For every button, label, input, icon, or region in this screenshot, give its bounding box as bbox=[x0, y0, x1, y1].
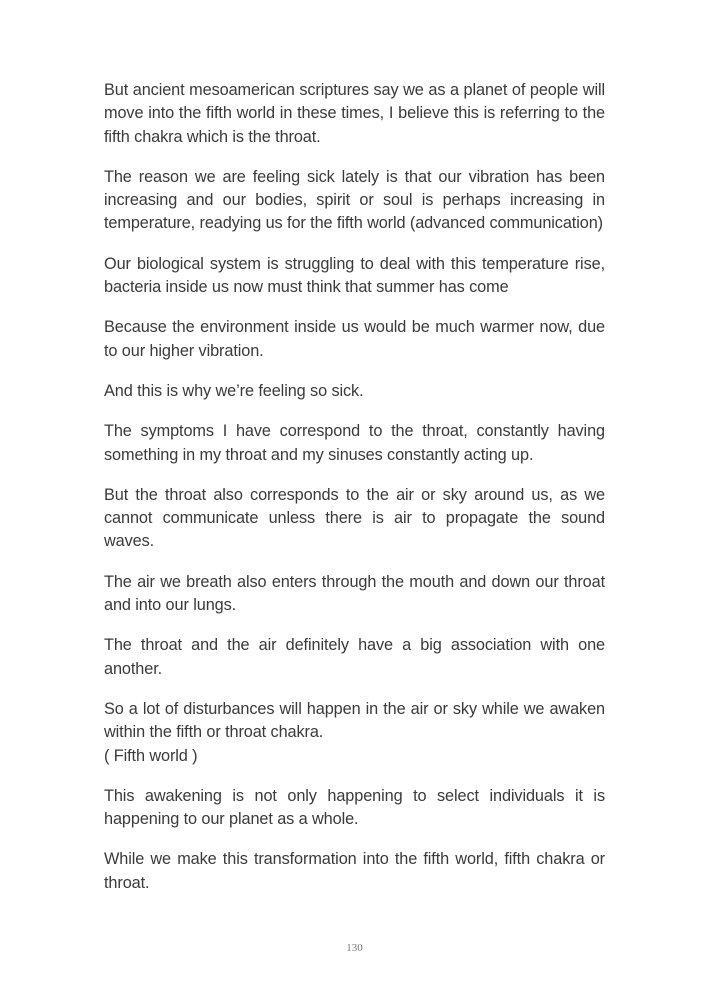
paragraph-10 bbox=[104, 698, 605, 768]
paragraph-8: The air we breath also enters through the mouth and down our throat and into our lungs. bbox=[104, 572, 605, 615]
paragraph-6: The symptoms I have correspond to the throat, constantly having something in my throat and my sinuses constantly acting up. bbox=[104, 422, 605, 464]
paragraph-1: But ancient mesoamerican scriptures say we as a planet of people will move into the fifth world in these times, I believe this is referring to the fifth chakra which is the throat. bbox=[104, 81, 605, 146]
paragraph-12: While we make this transformation into the fifth world, fifth chakra or throat. bbox=[104, 850, 605, 892]
paragraph-10-aside: ( Fifth world ) bbox=[104, 746, 198, 765]
paragraph-3: Our biological system is struggling to deal with this temperature rise, bacteria inside us now must think that summer has come bbox=[104, 254, 605, 297]
page-number: 130 bbox=[346, 942, 363, 954]
paragraph-7: But the throat also corresponds to the air or sky around us, as we cannot communicate unless there is air to propagate the sound waves. bbox=[104, 485, 605, 551]
paragraph-4: Because the environment inside us would be much warmer now, due to our higher vibration. bbox=[104, 318, 605, 360]
paragraph-11: This awakening is not only happening to select individuals it is happening to our planet as a whole. bbox=[104, 786, 605, 829]
paragraph-2: The reason we are feeling sick lately is that our vibration has been increasing and our bodies, spirit or soul is perhaps increasing in temperature, readying us for the fifth world (advanced communication) bbox=[104, 167, 605, 233]
page-body bbox=[104, 79, 605, 912]
paragraph-10-text: So a lot of disturbances will happen in the air or sky while we awaken within the fifth or throat chakra. bbox=[104, 699, 605, 742]
paragraph-9: The throat and the air definitely have a big association with one another. bbox=[104, 636, 605, 678]
paragraph-5: And this is why we’re feeling so sick. bbox=[104, 381, 364, 400]
